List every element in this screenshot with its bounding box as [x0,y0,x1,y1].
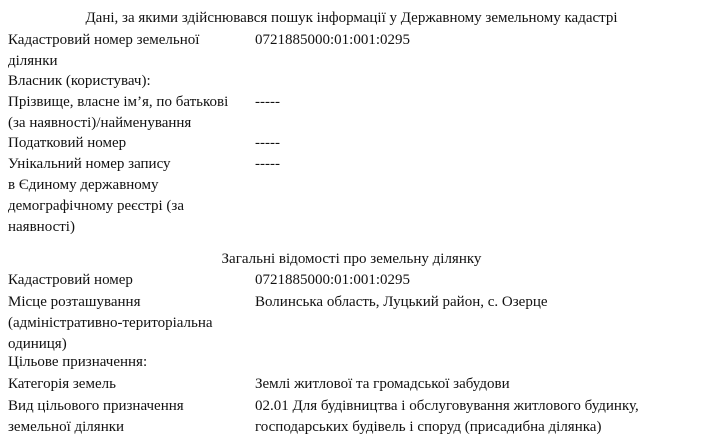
label-line: одиниця) [8,336,67,352]
label-line: Кадастровий номер земельної [8,32,200,48]
value-line: 02.01 Для будівництва і обслуговування житлового будинку, [255,398,639,414]
label-line: наявності) [8,219,75,235]
search-row-value: ----- [255,135,280,151]
label-line: (адміністративно-територіальна [8,315,213,331]
general-info-heading: Загальні відомості про земельну ділянку [221,251,482,267]
label-line: в Єдиному державному [8,177,159,193]
search-row-value: ----- [255,156,280,172]
info-row-value [255,374,695,395]
search-row-label [8,133,240,154]
label-line: Категорія земель [8,376,116,392]
label-line: Кадастровий номер [8,272,133,288]
info-row-value [255,292,695,313]
label-line: Вид цільового призначення [8,398,184,414]
info-row-label [8,352,240,373]
label-line: земельної ділянки [8,419,125,435]
value-line: 0721885000:01:001:0295 [255,272,411,288]
search-row-label [8,154,240,238]
info-row-value [255,396,695,438]
info-row-label [8,292,240,355]
label-line: Власник (користувач): [8,73,151,89]
search-row-label [8,92,240,134]
info-row-label [8,396,240,438]
search-row-value: 0721885000:01:001:0295 [255,32,411,48]
label-line: ділянки [8,53,58,69]
label-line: Унікальний номер запису [8,156,171,172]
info-row-label [8,374,240,395]
label-line: Цільове призначення: [8,354,148,370]
label-line: Прізвище, власне ім’я, по батькові [8,94,229,110]
search-row-value: ----- [255,94,280,110]
value-line: господарських будівель і споруд (присадибна ділянка) [255,419,602,435]
info-row-value [255,270,695,291]
label-line: (за наявності)/найменування [8,115,192,131]
value-line: Землі житлової та громадської забудови [255,376,510,392]
label-line: Місце розташування [8,294,141,310]
value-line: Волинська область, Луцький район, с. Озерце [255,294,548,310]
label-line: Податковий номер [8,135,127,151]
info-row-label [8,270,240,291]
label-line: демографічному реєстрі (за [8,198,184,214]
search-criteria-heading: Дані, за якими здійснювався пошук інформації у Державному земельному кадастрі [85,10,618,26]
search-row-label [8,30,240,72]
search-row-label [8,71,240,92]
